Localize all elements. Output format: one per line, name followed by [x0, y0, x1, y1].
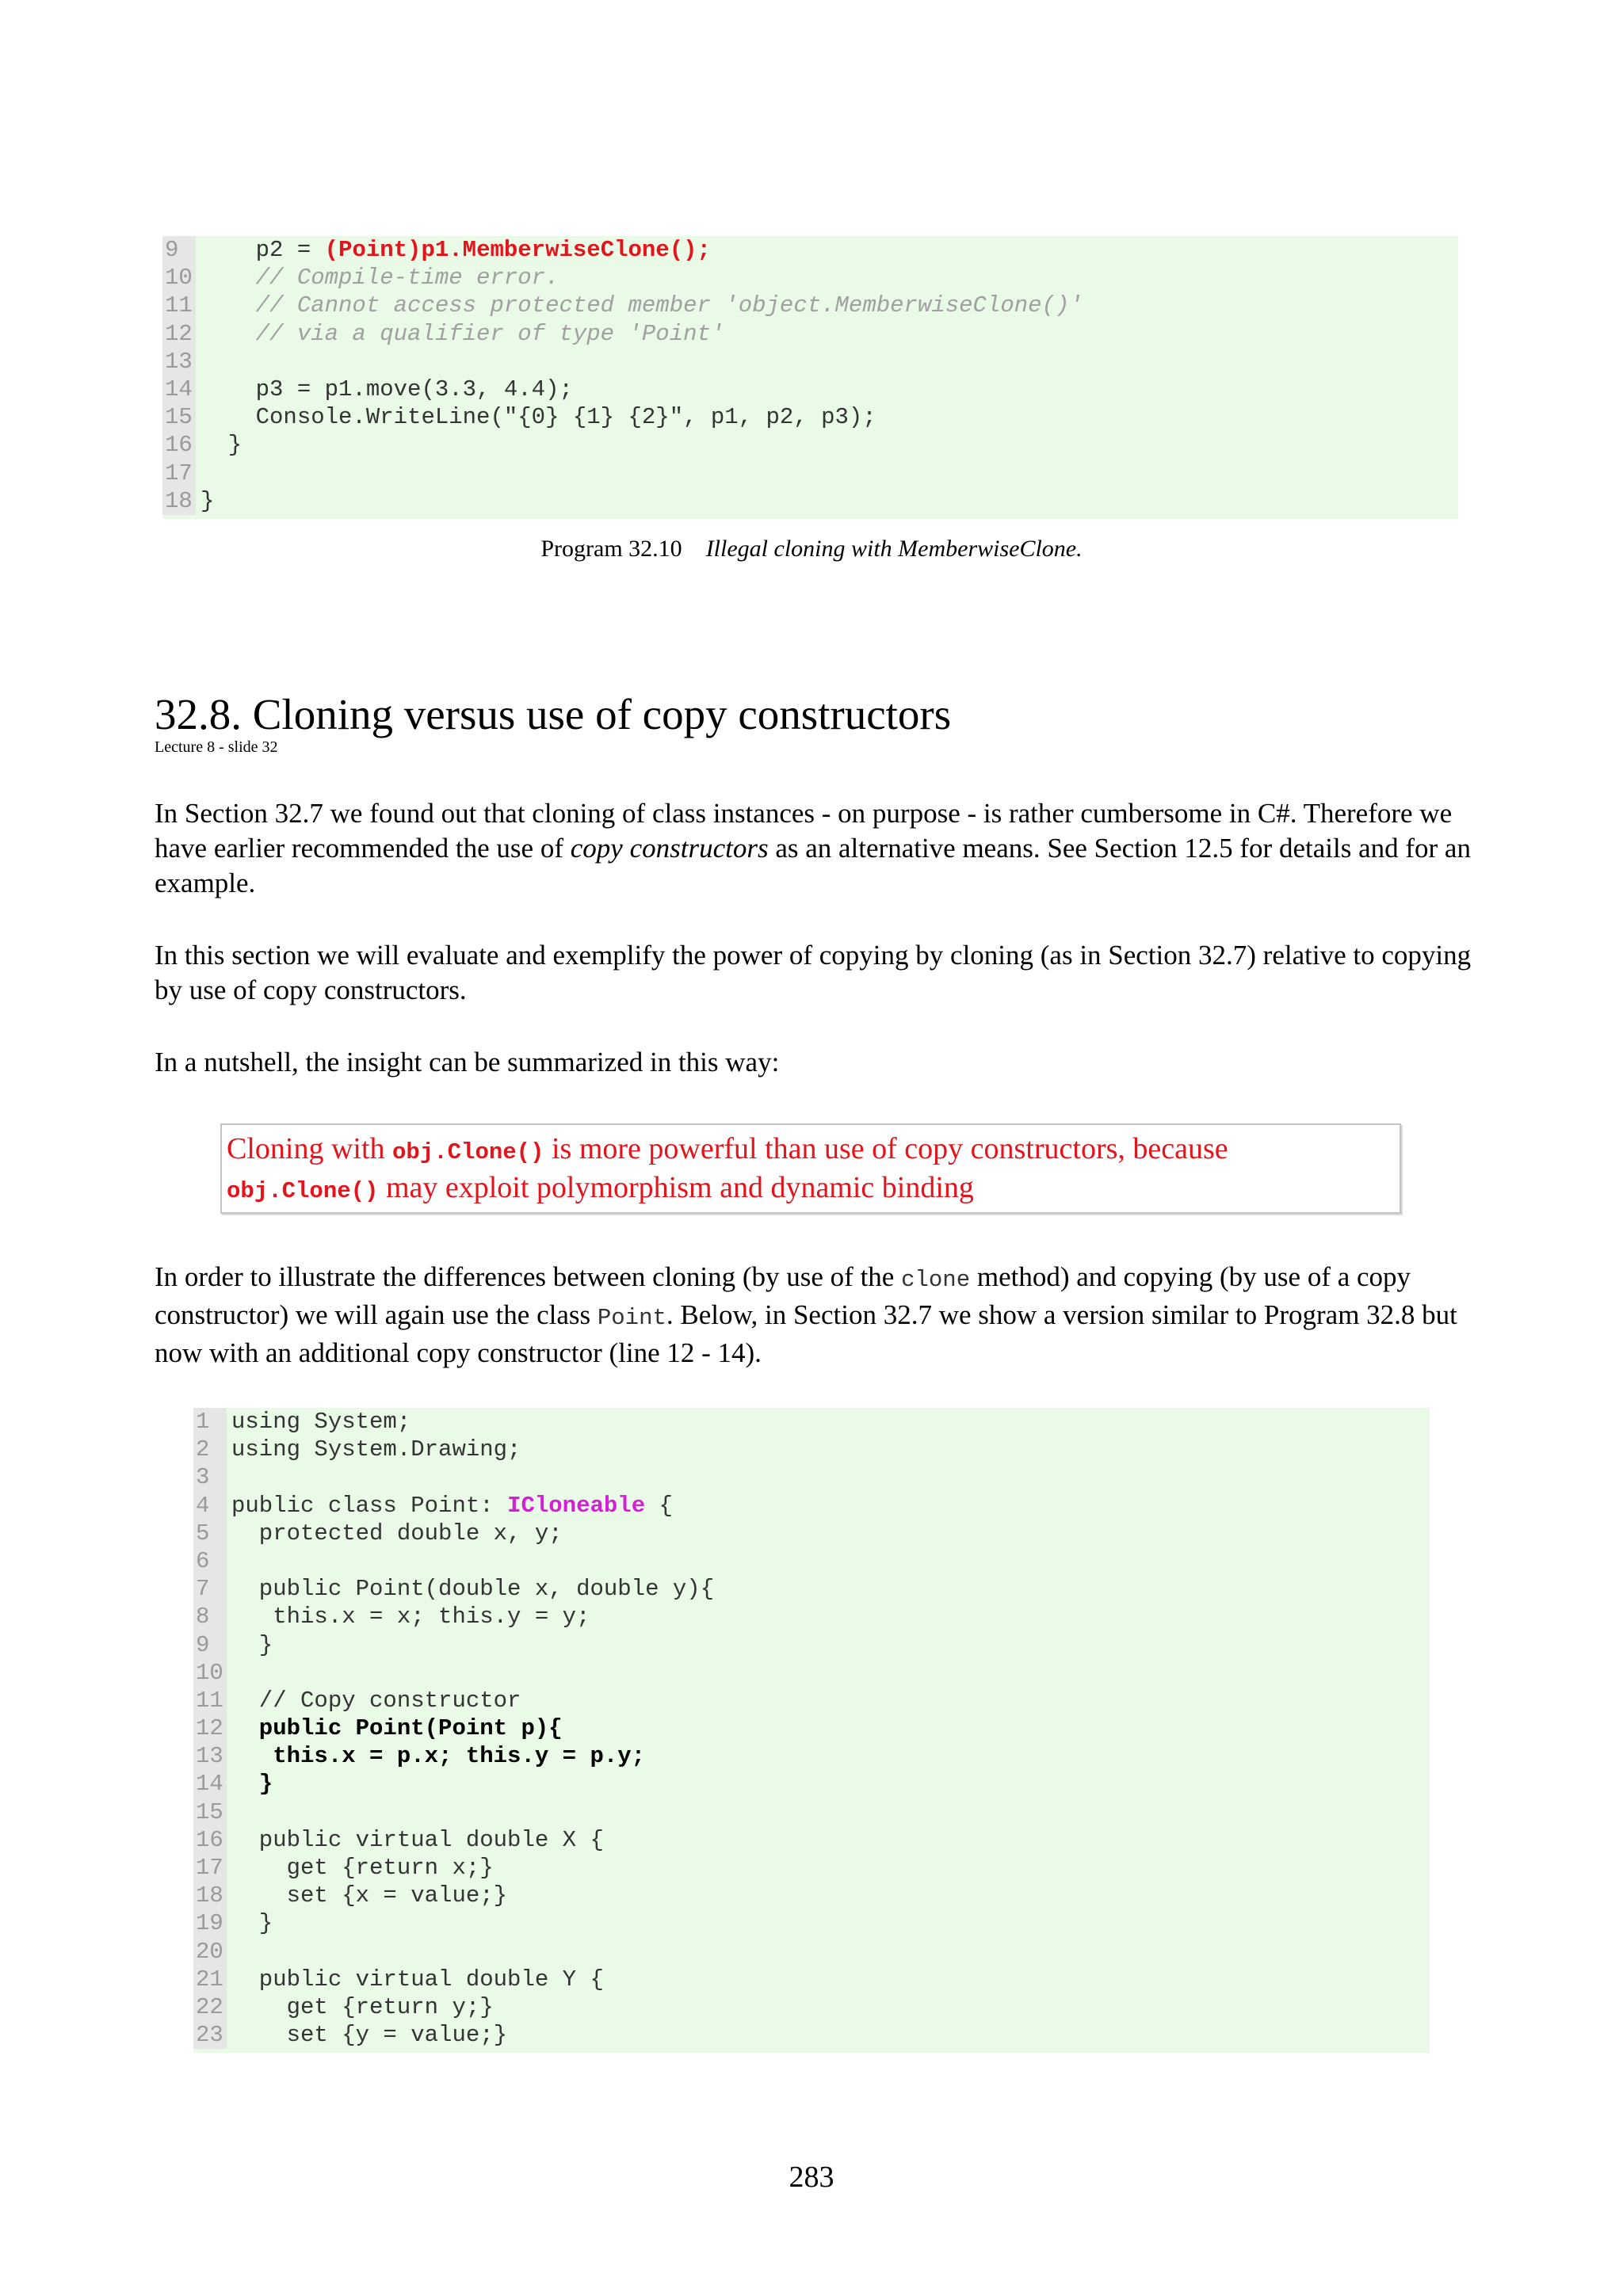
code-line — [193, 1993, 1430, 2021]
code-text: } — [231, 1910, 273, 1937]
code-line — [193, 1463, 1430, 1491]
line-number: 1 — [193, 1408, 227, 1436]
code-comment: // via a qualifier of type 'Point' — [200, 320, 725, 347]
code-line — [193, 1631, 1430, 1659]
code-text: public virtual double Y { — [231, 1966, 604, 1993]
insight-callout — [220, 1123, 1401, 1214]
code-text — [227, 1547, 231, 1575]
line-number: 20 — [193, 1938, 227, 1966]
line-number: 2 — [193, 1436, 227, 1463]
code-line — [162, 460, 1458, 487]
line-number: 11 — [193, 1687, 227, 1714]
line-number: 17 — [193, 1854, 227, 1882]
line-number: 11 — [162, 292, 196, 319]
code-listing-1 — [162, 236, 1458, 519]
code-text — [227, 1659, 231, 1687]
code-line — [193, 1714, 1430, 1742]
inline-code: clone — [901, 1267, 971, 1293]
code-text: p2 = (Point)p1.MemberwiseClone(); — [200, 237, 711, 263]
insight-text — [227, 1131, 1228, 1209]
code-text: p3 = p1.move(3.3, 4.4); — [200, 376, 573, 402]
line-number: 23 — [193, 2021, 227, 2049]
line-number: 21 — [193, 1966, 227, 1993]
line-number: 18 — [162, 487, 196, 515]
code-line — [193, 1603, 1430, 1630]
page-number: 283 — [789, 2161, 834, 2194]
code-line — [193, 1436, 1430, 1463]
code-text: this.x = x; this.y = y; — [231, 1604, 590, 1630]
code-text: public Point(double x, double y){ — [231, 1576, 715, 1603]
code-text: } — [231, 1771, 273, 1798]
code-text — [227, 1463, 231, 1491]
code-line — [162, 264, 1458, 292]
emphasis-copy-constructors: copy constructors — [570, 833, 769, 864]
line-number: 9 — [162, 236, 196, 264]
caption-label: Program 32.10 — [540, 536, 682, 562]
code-line — [162, 487, 1458, 515]
code-text: this.x = p.x; this.y = p.y; — [231, 1743, 646, 1770]
code-text: using System.Drawing; — [231, 1436, 521, 1463]
code-line — [193, 1659, 1430, 1687]
code-text — [196, 460, 200, 487]
line-number: 12 — [193, 1714, 227, 1742]
icloneable-interface: ICloneable — [507, 1492, 646, 1519]
line-number: 19 — [193, 1909, 227, 1937]
paragraph-illustrate: In order to illustrate the differences between cloning (by use of the clone method) and copying (by use of a copy constructor) we will again use the class Point. Below, in Section 32.7 we show a version similar to Program 32.8 but now with an additional copy constructor (line 12 - 14). — [155, 1261, 1457, 1368]
insight-line-1: Cloning with obj.Clone() is more powerful than use of copy constructors, because — [227, 1132, 1228, 1165]
code-text: // Copy constructor — [231, 1687, 521, 1714]
line-number: 22 — [193, 1993, 227, 2021]
code-comment: // Compile-time error. — [200, 265, 559, 292]
code-line — [193, 1742, 1430, 1770]
code-line — [162, 376, 1458, 403]
code-line — [193, 1798, 1430, 1826]
code-line — [193, 1520, 1430, 1547]
line-number: 13 — [162, 348, 196, 376]
code-text — [196, 348, 200, 376]
code-text: set {y = value;} — [231, 2022, 508, 2049]
inline-code: obj.Clone() — [392, 1139, 544, 1165]
line-number: 17 — [162, 460, 196, 487]
code-line — [193, 1854, 1430, 1882]
code-text: get {return y;} — [231, 1993, 494, 2020]
section-heading: 32.8. Cloning versus use of copy constructors — [155, 690, 952, 738]
code-line — [193, 1909, 1430, 1937]
line-number: 4 — [193, 1492, 227, 1520]
program-caption — [0, 536, 1623, 563]
code-line — [162, 403, 1458, 431]
line-number: 14 — [193, 1770, 227, 1798]
paragraph-intro: In Section 32.7 we found out that cloning of class instances - on purpose - is rather cumbersome in C#. Therefore we have earlier recommended the use of copy constructors as an alternative means. See Section 12.5 for details and for an example. — [155, 798, 1471, 898]
code-line — [193, 1492, 1430, 1520]
line-number: 9 — [193, 1631, 227, 1659]
code-listing-2 — [193, 1408, 1430, 2053]
code-comment: // Cannot access protected member 'object.MemberwiseClone()' — [200, 292, 1083, 319]
caption-title: Illegal cloning with MemberwiseClone. — [705, 536, 1083, 562]
code-line — [193, 1547, 1430, 1575]
code-text — [227, 1798, 231, 1826]
code-text: public virtual double X { — [231, 1826, 604, 1853]
code-text — [227, 1938, 231, 1966]
line-number: 13 — [193, 1742, 227, 1770]
code-line — [193, 1938, 1430, 1966]
code-text: set {x = value;} — [231, 1882, 508, 1909]
code-text: } — [231, 1631, 273, 1658]
memberwise-clone-call: (Point)p1.MemberwiseClone(); — [324, 237, 711, 263]
line-number: 12 — [162, 320, 196, 348]
line-number: 15 — [193, 1798, 227, 1826]
code-line — [193, 1687, 1430, 1714]
line-number: 16 — [162, 431, 196, 459]
code-line — [193, 1575, 1430, 1603]
line-number: 7 — [193, 1575, 227, 1603]
code-text: protected double x, y; — [231, 1520, 563, 1547]
line-number: 18 — [193, 1882, 227, 1909]
code-line — [193, 1882, 1430, 1909]
code-text: get {return x;} — [231, 1855, 494, 1881]
line-number: 8 — [193, 1603, 227, 1630]
code-text: public class Point: ICloneable { — [231, 1492, 673, 1519]
code-text: using System; — [231, 1409, 411, 1435]
line-number: 16 — [193, 1826, 227, 1854]
line-number: 3 — [193, 1463, 227, 1491]
code-line — [193, 1826, 1430, 1854]
code-line — [162, 348, 1458, 376]
code-line — [162, 320, 1458, 348]
line-number: 10 — [162, 264, 196, 292]
line-number: 10 — [193, 1659, 227, 1687]
code-line — [193, 1966, 1430, 1993]
code-line — [162, 431, 1458, 459]
line-number: 14 — [162, 376, 196, 403]
line-number: 15 — [162, 403, 196, 431]
code-line — [162, 236, 1458, 264]
insight-line-2: obj.Clone() may exploit polymorphism and dynamic binding — [227, 1171, 974, 1204]
section-subtitle: Lecture 8 - slide 32 — [155, 738, 278, 756]
paragraph-nutshell: In a nutshell, the insight can be summarized in this way: — [155, 1047, 780, 1077]
paragraph-evaluate: In this section we will evaluate and exemplify the power of copying by cloning (as in Section 32.7) relative to copying by use of copy constructors. — [155, 940, 1472, 1005]
inline-code: obj.Clone() — [227, 1178, 379, 1204]
code-text: public Point(Point p){ — [231, 1715, 563, 1742]
line-number: 5 — [193, 1520, 227, 1547]
line-number: 6 — [193, 1547, 227, 1575]
code-line — [162, 292, 1458, 319]
inline-code: Point — [597, 1305, 666, 1331]
code-text: } — [200, 432, 242, 459]
code-line — [193, 2021, 1430, 2049]
code-line — [193, 1770, 1430, 1798]
code-text: } — [200, 487, 215, 514]
code-line — [193, 1408, 1430, 1436]
code-text: Console.WriteLine("{0} {1} {2}", p1, p2, p3); — [200, 404, 876, 431]
